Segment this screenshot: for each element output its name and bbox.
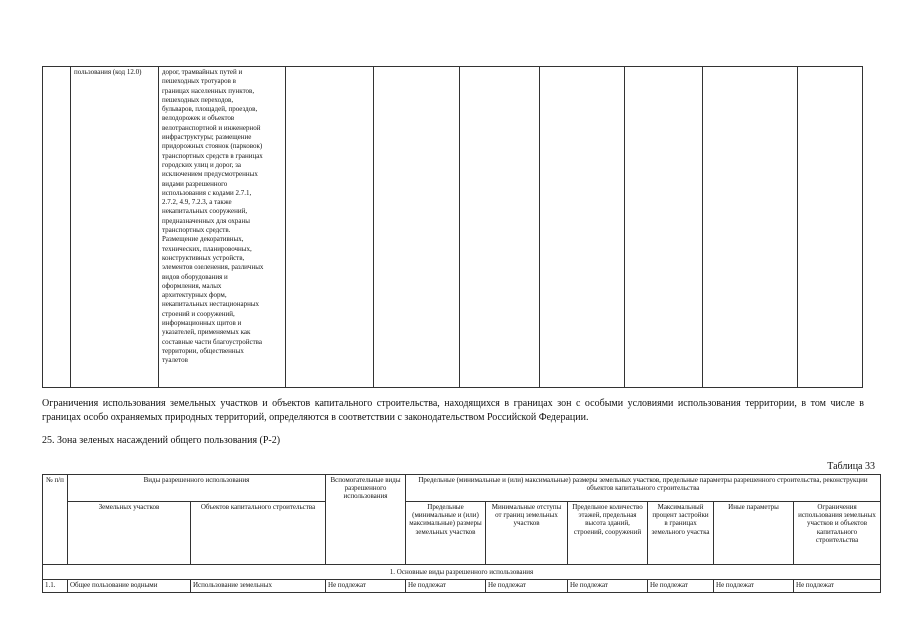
description-line: указателей, применяемых как xyxy=(162,328,251,337)
header-land-plots: Земельных участков xyxy=(68,502,191,565)
continued-table xyxy=(42,66,863,388)
section-label: 1. Основные виды разрешенного использования xyxy=(43,565,881,580)
description-line: конструктивных устройств, xyxy=(162,253,245,262)
cont-cell-description xyxy=(159,67,286,388)
header-limit-sizes: Предельные (минимальные и (или) максимальные) размеры земельных участков xyxy=(406,502,486,565)
row-auxiliary: Не подлежат xyxy=(326,580,406,593)
header-min-setbacks: Минимальные отступы от границ земельных участков xyxy=(486,502,568,565)
description-line: городских улиц и дорог, за xyxy=(162,160,241,169)
description-line: Размещение декоративных, xyxy=(162,235,244,244)
zone-title: 25. Зона зеленых насаждений общего пользования (Р-2) xyxy=(42,435,281,446)
description-line: границах населенных пунктов, xyxy=(162,86,255,95)
description-line: архитектурных форм, xyxy=(162,291,227,300)
cont-cell-empty xyxy=(374,67,460,388)
row-num: 1.1. xyxy=(43,580,68,593)
row-max-floors: Не подлежат xyxy=(568,580,648,593)
description-line: инфраструктуры; размещение xyxy=(162,133,252,142)
header-other-params: Иные параметры xyxy=(714,502,794,565)
row-min-setbacks: Не подлежат xyxy=(486,580,568,593)
section-row xyxy=(43,565,881,580)
main-table xyxy=(42,474,881,593)
description-line: элементов озеленения, различных xyxy=(162,263,264,272)
description-line: велодорожек и объектов xyxy=(162,114,235,123)
header-num: № п/п xyxy=(43,475,68,565)
description-line: велотранспортной и инженерной xyxy=(162,123,261,132)
description-line: информационных щитов и xyxy=(162,319,242,328)
header-auxiliary: Вспомогательные виды разрешенного использования xyxy=(326,475,406,565)
description-line: туалетов xyxy=(162,356,188,365)
header-limits: Предельные (минимальные и (или) максимальные) размеры земельных участков, предельные параметры разрешенного строительства, реконструкции объектов капитального строительства xyxy=(406,475,881,502)
description-line: видами разрешенного xyxy=(162,179,228,188)
header-capital-objects: Объектов капитального строительства xyxy=(191,502,326,565)
row-other-params: Не подлежат xyxy=(714,580,794,593)
row-land-plots: Общее пользование водными xyxy=(68,580,191,593)
description-line: придорожных стоянок (парковок) xyxy=(162,142,263,151)
description-line: предназначенных для охраны xyxy=(162,216,250,225)
description-line: оформления, малых xyxy=(162,281,222,290)
continued-table-row xyxy=(43,67,863,388)
row-limit-sizes: Не подлежат xyxy=(406,580,486,593)
header-types-of-use: Виды разрешенного использования xyxy=(68,475,326,502)
restrictions-paragraph: Ограничения использования земельных участков и объектов капитального строительства, находящихся в границах зон с особыми условиями использования территории, в том числе в границах особо охраняемых природных территорий, определяются в соответствии с законодательством Российской Федерации. xyxy=(42,398,864,423)
cont-cell-empty xyxy=(460,67,540,388)
description-line: дорог, трамвайных путей и xyxy=(162,68,243,76)
description-line: бульваров, площадей, проездов, xyxy=(162,105,258,114)
description-line: пешеходных тротуаров в xyxy=(162,77,236,86)
description-line: исключением предусмотренных xyxy=(162,170,258,179)
cont-cell-empty xyxy=(540,67,625,388)
description-line: транспортных средств в границах xyxy=(162,151,263,160)
header-row xyxy=(43,475,881,502)
description-line: транспортных средств. xyxy=(162,226,231,235)
header-restrictions: Ограничения использования земельных участков и объектов капитального строительства xyxy=(794,502,881,565)
table-row xyxy=(43,580,881,593)
cont-cell-empty xyxy=(625,67,703,388)
description-line: строений и сооружений, xyxy=(162,309,235,318)
description-line: некапитальных сооружений, xyxy=(162,207,248,216)
cont-cell-empty xyxy=(286,67,374,388)
header-max-floors: Предельное количество этажей, предельная высота зданий, строений, сооружений xyxy=(568,502,648,565)
description-line: составные части благоустройства xyxy=(162,337,262,346)
description-line: использования с кодами 2.7.1, xyxy=(162,188,252,197)
cont-cell-num xyxy=(43,67,71,388)
description-line: видов оборудования и xyxy=(162,272,228,281)
description-line: 2.7.2, 4.9, 7.2.3, а также xyxy=(162,198,232,207)
header-max-percent: Максимальный процент застройки в границах земельного участка xyxy=(648,502,714,565)
row-capital-objects: Использование земельных xyxy=(191,580,326,593)
description-line: некапитальных нестационарных xyxy=(162,300,260,309)
row-max-percent: Не подлежат xyxy=(648,580,714,593)
cont-cell-empty xyxy=(798,67,863,388)
description-line: территории, общественных xyxy=(162,346,244,355)
description-line: технических, планировочных, xyxy=(162,244,252,253)
table-number: Таблица 33 xyxy=(827,461,875,472)
header-subrow xyxy=(43,502,881,565)
cont-cell-use: пользования (код 12.0) xyxy=(71,67,159,388)
cont-cell-empty xyxy=(703,67,798,388)
description-line: пешеходных переходов, xyxy=(162,95,234,104)
row-restrictions: Не подлежат xyxy=(794,580,881,593)
